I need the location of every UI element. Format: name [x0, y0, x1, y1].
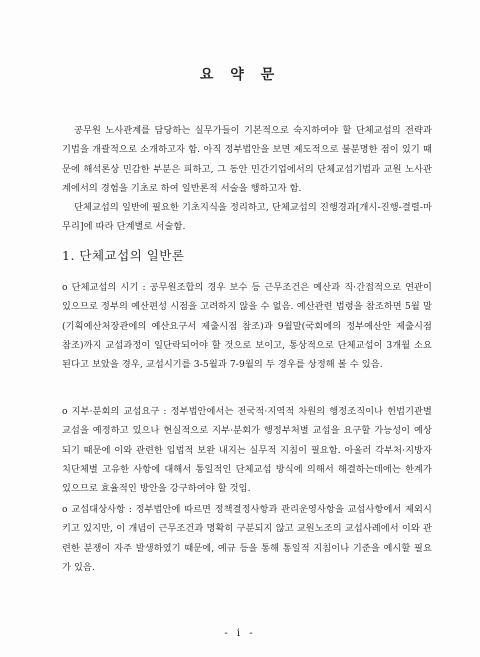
- document-title: 요 약 문: [199, 67, 281, 83]
- list-item-branch-bargaining-request: o 지부·분회의 교섭요구 : 정부법안에서는 전국적·지역적 차원의 행정조직이나 헌법기관별 교섭을 예정하고 있으나 현실적으로 지부·분회가 행정부처별 교섭을 요구할 가능성이 예상되기 때문에 이와 관련한 입법적 보완 내지는 실무적 지침이 필요함. 아울러 각부처·지방자치단체별 고유한 사항에 대해서 통일적인 단체교섭 방식에 의해서 해결하는데에는 한계가 있으므로 효율적인 방안을 강구하여야 할 것임.: [62, 406, 432, 495]
- summary-paragraph-2: 단체교섭의 일반에 필요한 기초지식을 정리하고, 단체교섭의 진행경과[개시-진행-결렬-마무리]에 따라 단계별로 서술함.: [62, 202, 432, 233]
- summary-paragraph-1: 공무원 노사관계를 담당하는 실무가들이 기본적으로 숙지하여야 할 단체교섭의 전략과 기법을 개괄적으로 소개하고자 함. 아직 정부법안을 보면 제도적으로 불분명한 점이 있기 때문에 해석론상 민감한 부분은 피하고, 그 동안 민간기업에서의 단체교섭기법과 교원 노사관계에서의 경험을 기초로 하여 일반론적 서술을 행하고자 함.: [62, 125, 432, 194]
- list-item-bargaining-subjects: o 교섭대상사항 : 정부법안에 따르면 정책결정사항과 관리운영사항을 교섭사항에서 제외시키고 있지만, 이 개념이 근무조건과 명확히 구분되지 않고 교원노조의 교섭사례에서 이와 관련한 분쟁이 자주 발생하였기 때문에, 예규 등을 통해 통일적 지침이나 기준을 예시할 필요가 있음.: [62, 504, 432, 573]
- page-number: - i -: [224, 628, 256, 639]
- section-heading: 1. 단체교섭의 일반론: [62, 248, 185, 263]
- list-item-bargaining-timing: o 단체교섭의 시기 : 공무원조합의 경우 보수 등 근무조건은 예산과 직·간접적으로 연관이 있으므로 정부의 예산편성 시점을 고려하지 않을 수 없음. 예산관련 법령을 참조하면 5월 말(기획예산처장관에의 예산요구서 제출시점 참조)과 9월말(국회에의 정부예산안 제출시점 참조)까지 교섭과정이 일단락되어야 할 것으로 보이고, 통상적으로 단체교섭이 3개월 소요된다고 보았을 경우, 교섭시기를 3-5월과 7-9월의 두 경우를 상정해 볼 수 있음.: [62, 282, 432, 371]
